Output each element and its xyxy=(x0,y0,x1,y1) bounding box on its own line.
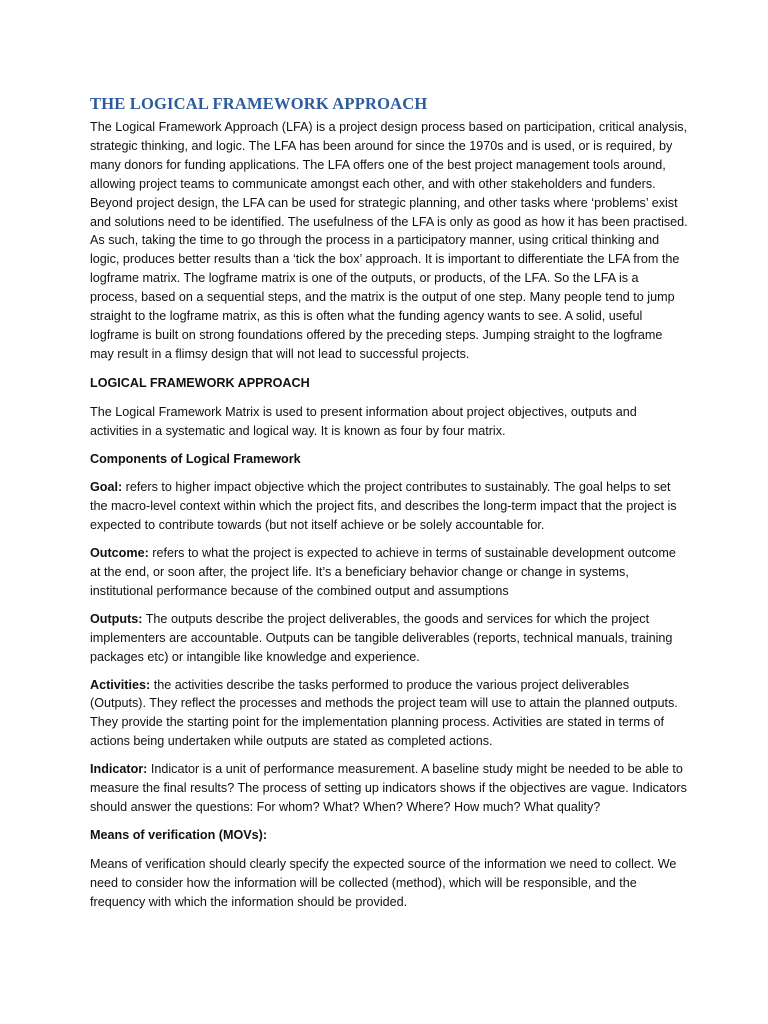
activities-paragraph xyxy=(90,676,688,752)
components-heading: Components of Logical Framework xyxy=(90,451,301,466)
mov-heading: Means of verification (MOVs): xyxy=(90,827,268,842)
outputs-term: Outputs: xyxy=(90,611,143,626)
indicator-term: Indicator: xyxy=(90,762,148,777)
outputs-paragraph xyxy=(90,610,688,667)
intro-paragraph: The Logical Framework Approach (LFA) is a project design process based on participation, critical analysis, strategic thinking, and logic. The LFA has been around for since the 1970s and is used, or is required, by many donors for funding applications. The LFA offers one of the best project management tools around, allowing project teams to communicate amongst each other, and with other stakeholders and funders. Beyond project design, the LFA can be used for strategic planning, and other tasks where ‘problems’ exist and solutions need to be identified. The usefulness of the LFA is only as good as how it has been practised. As such, taking the time to go through the process in a participatory manner, using critical thinking and logic, produces better results than a ‘tick the box’ approach. It is important to differentiate the LFA from the logframe matrix. The logframe matrix is one of the outputs, or products, of the LFA. So the LFA is a process, based on a sequential steps, and the matrix is the output of one step. Many people tend to jump straight to the logframe matrix, as this is often what the funding agency wants to see. A solid, useful logframe is built on strong foundations offered by the preceding steps. Jumping straight to the logframe may result in a flimsy design that will not lead to successful projects. xyxy=(90,120,688,361)
matrix-paragraph: The Logical Framework Matrix is used to present information about project objectives, outputs and activities in a systematic and logical way. It is known as four by four matrix. xyxy=(90,404,637,438)
activities-text: the activities describe the tasks performed to produce the various project deliverables (Outputs). They reflect the processes and methods the project team will use to attain the planned outputs. They provide the starting point for the implementation planning process. Activities are stated in terms of actions being undertaken while outputs are stated as completed actions. xyxy=(90,677,678,749)
outputs-text: The outputs describe the project deliverables, the goods and services for which the project implementers are accountable. Outputs can be tangible deliverables (reports, technical manuals, training packages etc) or intangible like knowledge and experience. xyxy=(90,611,673,664)
goal-text: refers to higher impact objective which the project contributes to sustainably. The goal helps to set the macro-level context within which the project fits, and describes the long-term impact that the project is expected to contribute towards (but not itself achieve or be solely accountable for. xyxy=(90,480,677,533)
mov-paragraph: Means of verification should clearly specify the expected source of the information we need to collect. We need to consider how the information will be collected (method), which will be responsible, and the frequency with which the information should be provided. xyxy=(90,856,677,909)
outcome-term: Outcome: xyxy=(90,546,149,561)
outcome-paragraph xyxy=(90,544,688,601)
goal-term: Goal: xyxy=(90,480,123,495)
outcome-text: refers to what the project is expected to achieve in terms of sustainable development outcome at the end, or soon after, the project life. It’s a beneficiary behavior change or change in systems, institutional performance because of the combined output and assumptions xyxy=(90,546,676,598)
document-title: THE LOGICAL FRAMEWORK APPROACH xyxy=(90,94,428,113)
indicator-text: Indicator is a unit of performance measurement. A baseline study might be needed to be able to measure the final results? The process of setting up indicators shows if the objectives are vague. Indicators should answer the questions: For whom? What? When? Where? How much? What quality? xyxy=(90,762,687,814)
indicator-paragraph xyxy=(90,760,688,817)
goal-paragraph xyxy=(90,478,688,535)
section-heading: LOGICAL FRAMEWORK APPROACH xyxy=(90,375,310,390)
activities-term: Activities: xyxy=(90,677,151,692)
